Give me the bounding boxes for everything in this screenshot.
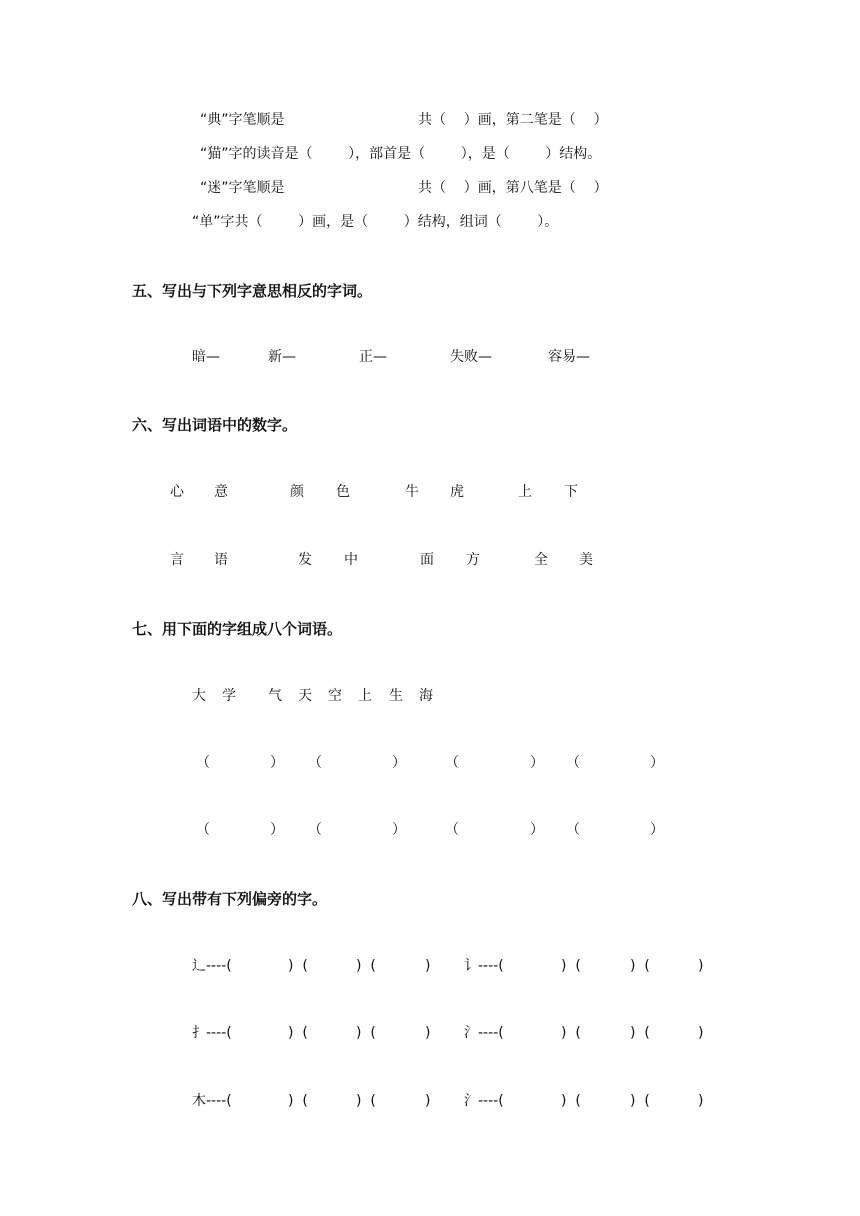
answer-paren-open: （	[566, 822, 580, 838]
stroke-count-line: “单”字共（ ）画，是（ ）结构，组词（ ）。	[192, 214, 559, 230]
radical-prompt: 木----(	[192, 1093, 232, 1109]
section-7-heading: 七、用下面的字组成八个词语。	[132, 620, 343, 638]
radical-prompt: 扌----(	[192, 1025, 232, 1041]
idiom-char: 美	[579, 552, 593, 568]
source-char: 学	[222, 688, 236, 704]
idiom-char: 虎	[450, 484, 464, 500]
answer-paren: ) (	[561, 958, 581, 974]
answer-paren: ) (	[630, 958, 650, 974]
answer-paren-open: （	[445, 755, 459, 771]
answer-paren-open: （	[196, 755, 210, 771]
source-char: 海	[419, 688, 433, 704]
stroke-order-line-1: “典”字笔顺是 共（ ）画，第二笔是（ ）	[200, 112, 608, 128]
antonym-word: 容易—	[548, 349, 590, 365]
stroke-order-line-2: “迷”字笔顺是 共（ ）画，第八笔是（ ）	[200, 180, 608, 196]
answer-paren-close: ）	[530, 822, 544, 838]
source-char: 空	[328, 688, 342, 704]
answer-paren: )	[698, 1093, 704, 1109]
answer-paren: ) (	[561, 1093, 581, 1109]
radical-prompt: 氵----(	[464, 1093, 504, 1109]
answer-paren: ) (	[630, 1025, 650, 1041]
answer-paren-close: ）	[392, 822, 406, 838]
answer-paren: )	[425, 958, 431, 974]
idiom-char: 语	[214, 552, 228, 568]
idiom-char: 心	[170, 484, 184, 500]
answer-paren: )	[425, 1025, 431, 1041]
idiom-char: 面	[420, 552, 434, 568]
section-8-heading: 八、写出带有下列偏旁的字。	[132, 890, 328, 908]
source-char: 天	[298, 688, 312, 704]
idiom-char: 下	[564, 484, 578, 500]
answer-paren: )	[425, 1093, 431, 1109]
answer-paren-open: （	[445, 822, 459, 838]
answer-paren: ) (	[356, 958, 376, 974]
idiom-char: 颜	[290, 484, 304, 500]
answer-paren: ) (	[630, 1093, 650, 1109]
source-char: 大	[192, 688, 206, 704]
answer-paren: ) (	[288, 958, 308, 974]
answer-paren-close: ）	[270, 755, 284, 771]
answer-paren: ) (	[356, 1025, 376, 1041]
idiom-char: 中	[344, 552, 358, 568]
idiom-char: 方	[466, 552, 480, 568]
radical-prompt: 辶----(	[192, 958, 232, 974]
answer-paren: )	[698, 958, 704, 974]
section-5-heading: 五、写出与下列字意思相反的字词。	[132, 282, 373, 300]
answer-paren: ) (	[288, 1093, 308, 1109]
source-char: 上	[358, 688, 372, 704]
antonym-word: 暗—	[192, 349, 220, 365]
answer-paren: ) (	[288, 1025, 308, 1041]
answer-paren: ) (	[356, 1093, 376, 1109]
idiom-char: 牛	[405, 484, 419, 500]
source-char: 生	[389, 688, 403, 704]
pronunciation-line: “猫”字的读音是（ ），部首是（ ），是（ ）结构。	[200, 146, 602, 162]
source-char: 气	[268, 688, 282, 704]
answer-paren-close: ）	[392, 755, 406, 771]
antonym-word: 正—	[359, 349, 387, 365]
radical-prompt: 氵----(	[464, 1025, 504, 1041]
answer-paren-open: （	[196, 822, 210, 838]
answer-paren-open: （	[308, 755, 322, 771]
answer-paren-close: ）	[650, 755, 664, 771]
radical-prompt: 讠----(	[464, 958, 504, 974]
idiom-char: 全	[534, 552, 548, 568]
answer-paren: ) (	[561, 1025, 581, 1041]
answer-paren-close: ）	[650, 822, 664, 838]
answer-paren-close: ）	[530, 755, 544, 771]
answer-paren-close: ）	[270, 822, 284, 838]
antonym-word: 新—	[268, 349, 296, 365]
antonym-word: 失败—	[450, 349, 492, 365]
idiom-char: 上	[518, 484, 532, 500]
idiom-char: 色	[336, 484, 350, 500]
answer-paren: )	[698, 1025, 704, 1041]
answer-paren-open: （	[566, 755, 580, 771]
answer-paren-open: （	[308, 822, 322, 838]
idiom-char: 言	[170, 552, 184, 568]
idiom-char: 意	[214, 484, 228, 500]
section-6-heading: 六、写出词语中的数字。	[132, 416, 298, 434]
idiom-char: 发	[298, 552, 312, 568]
